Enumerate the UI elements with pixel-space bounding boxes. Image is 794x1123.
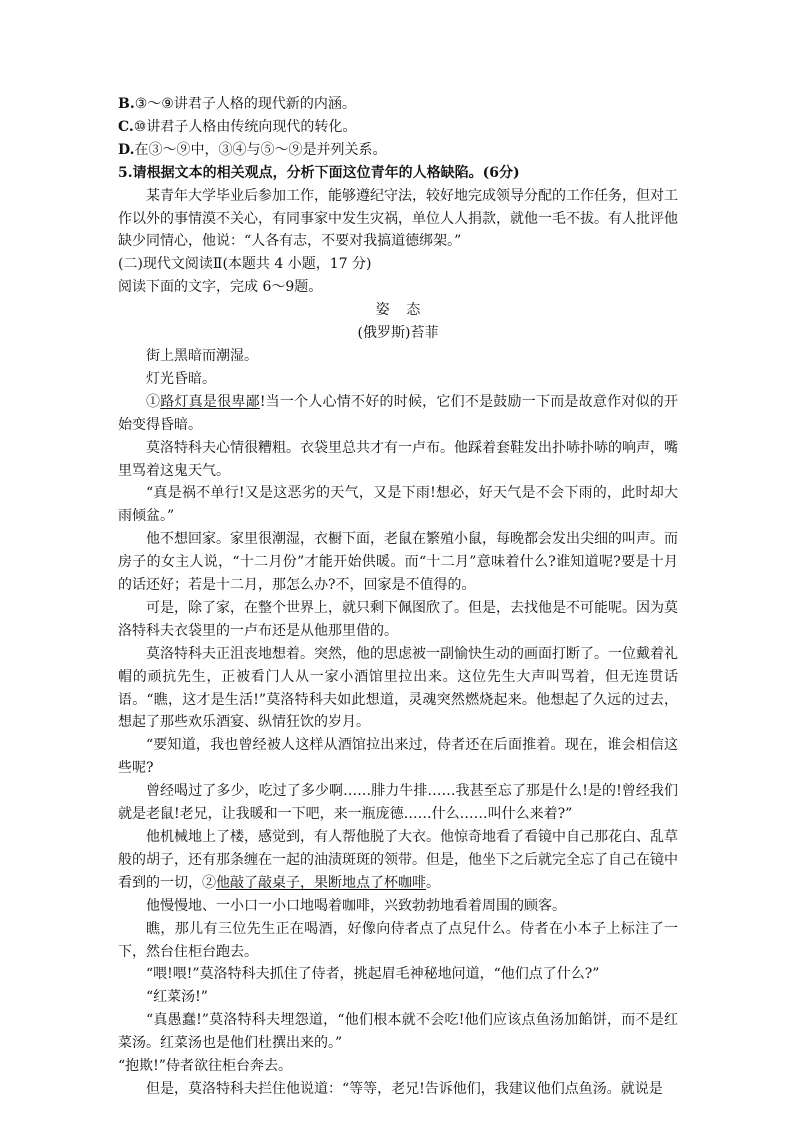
story-paragraph-14: “喂!喂!”莫洛特科夫抓住了侍者，挑起眉毛神秘地问道，“他们点了什么?”	[146, 966, 600, 983]
paragraph-11-text: 他机械地上了楼，感觉到，有人帮他脱了大衣。他惊奇地看了看镜中自己那花白、乱草般的胡子，还有那条缠在一起的油渍斑斑的领带。但是，他坐下之后就完全忘了自己在镜中看到的一切，	[118, 829, 678, 891]
story-author: (俄罗斯)苔菲	[357, 325, 439, 342]
underlined-sentence-1: 路灯真是很卑鄙	[160, 393, 260, 410]
option-c-label: C.	[118, 118, 134, 135]
option-c	[118, 116, 678, 139]
paragraph-11-end: 。	[426, 874, 440, 891]
story-paragraph-3	[118, 391, 678, 437]
story-paragraph-2: 灯光昏暗。	[146, 370, 216, 387]
story-paragraph-1: 街上黑暗而潮湿。	[146, 347, 258, 364]
story-paragraph-10: 曾经喝过了多少，吃过了多少啊……腓力牛排……我甚至忘了那是什么!是的!曾经我们就是老鼠!老兄，让我暖和一下吧，来一瓶庞德……什么……叫什么来着?”	[118, 783, 678, 823]
story-paragraph-11	[118, 826, 678, 895]
story-paragraph-16: “真愚蠢!”莫洛特科夫埋怨道，“他们根本就不会吃!他们应该点鱼汤加餡饼，而不是红菜汤。红菜汤也是他们杜撰出来的。”	[118, 1012, 678, 1052]
paragraph-3-rest: !当一个人心情不好的时候，它们不是鼓励一下而是故意作对似的开始变得昏暗。	[118, 393, 679, 433]
story-title: 姿态	[375, 302, 438, 319]
option-b-text: ③～⑨讲君子人格的现代新的内涵。	[134, 96, 356, 112]
story-title-line	[118, 299, 678, 322]
story-paragraph-9: “要知道，我也曾经被人这样从酒馆拉出来过，侍者还在后面推着。现在，谁会相信这些呢?	[118, 737, 678, 777]
document-page	[118, 93, 678, 1101]
option-d-text: 在③～⑨中，③④与⑤～⑨是并列关系。	[134, 141, 387, 158]
story-paragraph-15: “红菜汤!”	[146, 989, 208, 1006]
option-d	[118, 139, 678, 162]
option-b	[118, 93, 678, 116]
story-paragraph-6: 他不想回家。家里很潮湿，衣橱下面，老鼠在繁殖小鼠，每晚都会发出尖细的叫声。而房子的女主人说，“十二月份”才能开始供暖。而“十二月”意味着什么?谁知道呢?要是十月的话还好；若是十二月，那怎么办?不，回家是不值得的。	[118, 531, 678, 594]
story-paragraph-7: 可是，除了家，在整个世界上，就只剩下佩图欣了。但是，去找他是不可能呢。因为莫洛特科夫衣袋里的一卢布还是从他那里借的。	[118, 599, 678, 639]
story-paragraph-5: “真是祸不单行!又是这恶劣的天气，又是下雨!想必，好天气是不会下雨的，此时却大雨倾盆。”	[118, 485, 678, 525]
question-5-prompt: 5.请根据文本的相关观点，分析下面这位青年的人格缺陷。(6分)	[118, 164, 520, 181]
story-paragraph-13: 瞧，那儿有三位先生正在喝酒，好像向侍者点了点兒什么。侍者在小本子上标注了一下，然台住柜台跑去。	[118, 920, 678, 960]
story-paragraph-4: 莫洛特科夫心情很糟粗。衣袋里总共才有一卢布。他踩着套鞋发出扑哧扑哧的响声，嘴里骂着这鬼天气。	[118, 439, 678, 479]
option-b-label: B.	[118, 96, 135, 112]
option-c-text: ⑩讲君子人格由传统向现代的转化。	[133, 118, 357, 135]
story-paragraph-12: 他慢慢地、一小口一小口地喝着咖啡，兴致勃勃地看着周围的顾客。	[146, 897, 566, 914]
section-heading: (二)现代文阅读Ⅱ(本题共 4 小题，17 分)	[118, 256, 372, 273]
question-5-passage: 某青年大学毕业后参加工作，能够遵纪守法，较好地完成领导分配的工作任务，但对工作以外的事情漠不关心，有同事家中发生灾祸，单位人人捐款，就他一毛不拔。有人批评他缺少同情心，他说：“人各有志，不要对我搞道德绑架。”	[118, 187, 678, 250]
marker-2: ②	[202, 874, 216, 891]
marker-1: ①	[146, 393, 161, 410]
underlined-sentence-2: 他敲了敲桌子，果断地点了杯咖啡	[216, 874, 426, 891]
story-paragraph-8: 莫洛特科夫正沮丧地想着。突然，他的思虑被一副愉快生动的画面打断了。一位戴着礼帽的顽抗先生，正被看门人从一家小酒馆里拉出来。这位先生大声叫骂着，但无连贯话语。“瞧，这才是生活!”莫洛特科夫如此想道，灵魂突然燃烧起来。他想起了久远的过去，想起了那些欢乐酒宴、纵情狂饮的岁月。	[118, 645, 678, 731]
story-paragraph-17: “抱欺!”侍者欲往柜台奔去。	[118, 1058, 292, 1075]
option-d-label: D.	[118, 141, 135, 158]
story-paragraph-18: 但是，莫洛特科夫拦住他说道：“等等，老兄!告诉他们，我建议他们点鱼汤。就说是	[146, 1080, 663, 1097]
section-instruction: 阅读下面的文字，完成 6～9题。	[118, 279, 323, 296]
